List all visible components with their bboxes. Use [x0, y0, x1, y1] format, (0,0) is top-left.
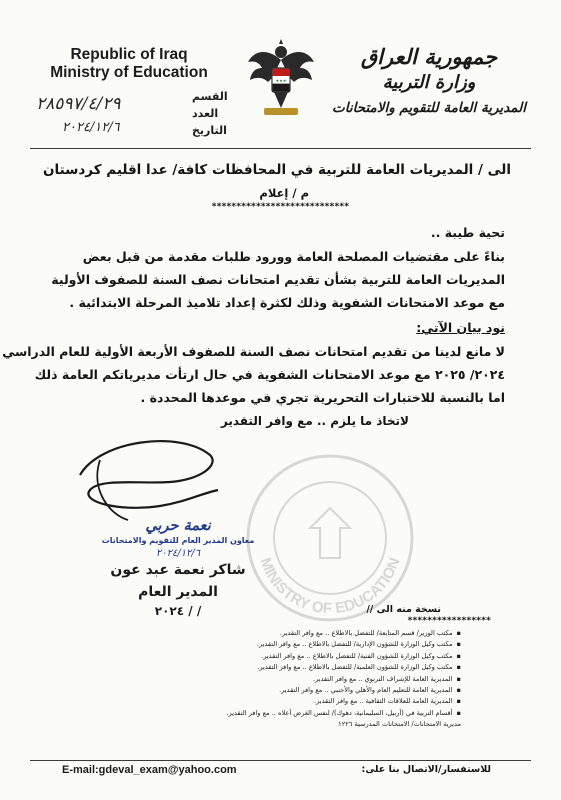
- list-item: ▪ أقسام التربية في (أربيل، السليمانية، دهوك)/ لنفس الغرض أعلاه .. مع وافر التقدير.: [201, 708, 461, 719]
- greeting: تحية طيبة ..: [430, 225, 505, 240]
- signatory-title: المدير العام: [138, 584, 218, 600]
- date-label: التاريخ: [192, 124, 227, 137]
- notice-line: لا مانع لدينا من تقديم امتحانات نصف السنة للصفوف الأربعة الأولية للعام الدراسي: [2, 344, 505, 359]
- copies-heading: نسخة منه الى //: [366, 604, 441, 615]
- notice-line: ٢٠٢٤/ ٢٠٢٥ مع موعد الامتحانات الشفوية في حال ارتأت مديرياتكم العامة ذلك: [34, 367, 505, 382]
- list-item: ▪ مكتب وكيل الوزارة للشؤون الإدارية/ للتفضل بالاطلاع .. مع وافر التقدير.: [201, 639, 461, 650]
- list-item: ▪ المديرية العامة للإشراف التربوي .. مع وافر التقدير.: [201, 674, 461, 685]
- list-item: ▪ المديرية العامة للتعليم العام والأهلي والأجنبي .. مع وافر التقدير.: [201, 685, 461, 696]
- reference-number-handwritten: ٢٨٥٩٧/٤/٢٩: [36, 94, 121, 114]
- paragraph-line: مع موعد الامتحانات الشفوية وذلك لكثرة إعداد تلاميذ المرحلة الابتدائية .: [69, 295, 505, 310]
- eagle-emblem-icon: [246, 38, 316, 120]
- header-divider: [30, 148, 531, 149]
- footer-email[interactable]: E-mail:gdeval_exam@yahoo.com: [62, 764, 237, 776]
- addressee-line: الى / المديريات العامة للتربية في المحافظات كافة/ عدا اقليم كردستان: [42, 162, 511, 178]
- english-country-name: Republic of Iraq: [70, 46, 188, 63]
- section-label: القسم: [192, 90, 228, 103]
- signatory-stamp-name: نعمة حربي: [145, 517, 211, 534]
- footer-divider: [30, 760, 531, 761]
- reference-date-handwritten: ٢٠٢٤/١٢/٦: [62, 120, 120, 135]
- svg-text:★★★: ★★★: [275, 78, 287, 83]
- list-item: مديرية الامتحانات/ الامتحانات المدرسية ١٢٢٦: [338, 720, 461, 729]
- notice-heading: نود بيان الآتي:: [416, 320, 505, 335]
- number-label: العدد: [192, 107, 219, 120]
- signature-date: / / ٢٠٢٤: [154, 604, 202, 618]
- arabic-ministry-name: وزارة التربية: [382, 72, 476, 93]
- paragraph-line: المديريات العامة للتربية بشأن تقديم امتحانات نصف السنة للصفوف الأولية: [51, 272, 505, 287]
- signatory-name: شاكر نعمة عبد عون: [110, 562, 246, 578]
- paragraph-line: بناءً على مقتضيات المصلحة العامة وورود طلبات مقدمة من قبل بعض: [82, 249, 505, 264]
- closing-line: لاتخاذ ما يلزم .. مع وافر التقدير: [220, 414, 409, 428]
- signature-scribble-icon: [60, 420, 230, 530]
- signatory-stamp-role: معاون المدير العام للتقويم والامتحانات: [101, 536, 255, 545]
- english-ministry-name: Ministry of Education: [50, 64, 208, 81]
- footer-contact-label: للاستفسار/الاتصال بنا على:: [361, 764, 491, 775]
- notice-line: اما بالنسبة للاختبارات التحريرية تجري في موعدها المحددة .: [140, 390, 505, 405]
- signature-handwritten-date: ٢٠٢٤/١٢/٦: [155, 548, 201, 559]
- list-item: ▪ المديرية العامة للعلاقات الثقافية .. مع وافر التقدير.: [201, 696, 461, 707]
- arabic-country-name: جمهورية العراق: [360, 44, 498, 69]
- list-item: ▪ مكتب وكيل الوزارة للشؤون الفنية/ للتفضل بالاطلاع .. مع وافر التقدير.: [201, 651, 461, 662]
- seal-text: MINISTRY OF EDUCATION: [256, 555, 404, 618]
- list-item: ▪ مكتب وكيل الوزارة للشؤون العلمية/ للتفضل بالاطلاع .. مع وافر التقدير.: [201, 662, 461, 673]
- arabic-directorate-name: المديرية العامة للتقويم والامتحانات: [332, 100, 526, 116]
- separator-stars: ****************************: [211, 202, 350, 212]
- copies-list: [201, 628, 461, 731]
- subject-line: م / إعلام: [259, 186, 309, 200]
- list-item: ▪ مكتب الوزير/ قسم المتابعة/ للتفضل بالاطلاع .. مع وافر التقدير.: [201, 628, 461, 639]
- copies-stars: *****************: [407, 616, 491, 626]
